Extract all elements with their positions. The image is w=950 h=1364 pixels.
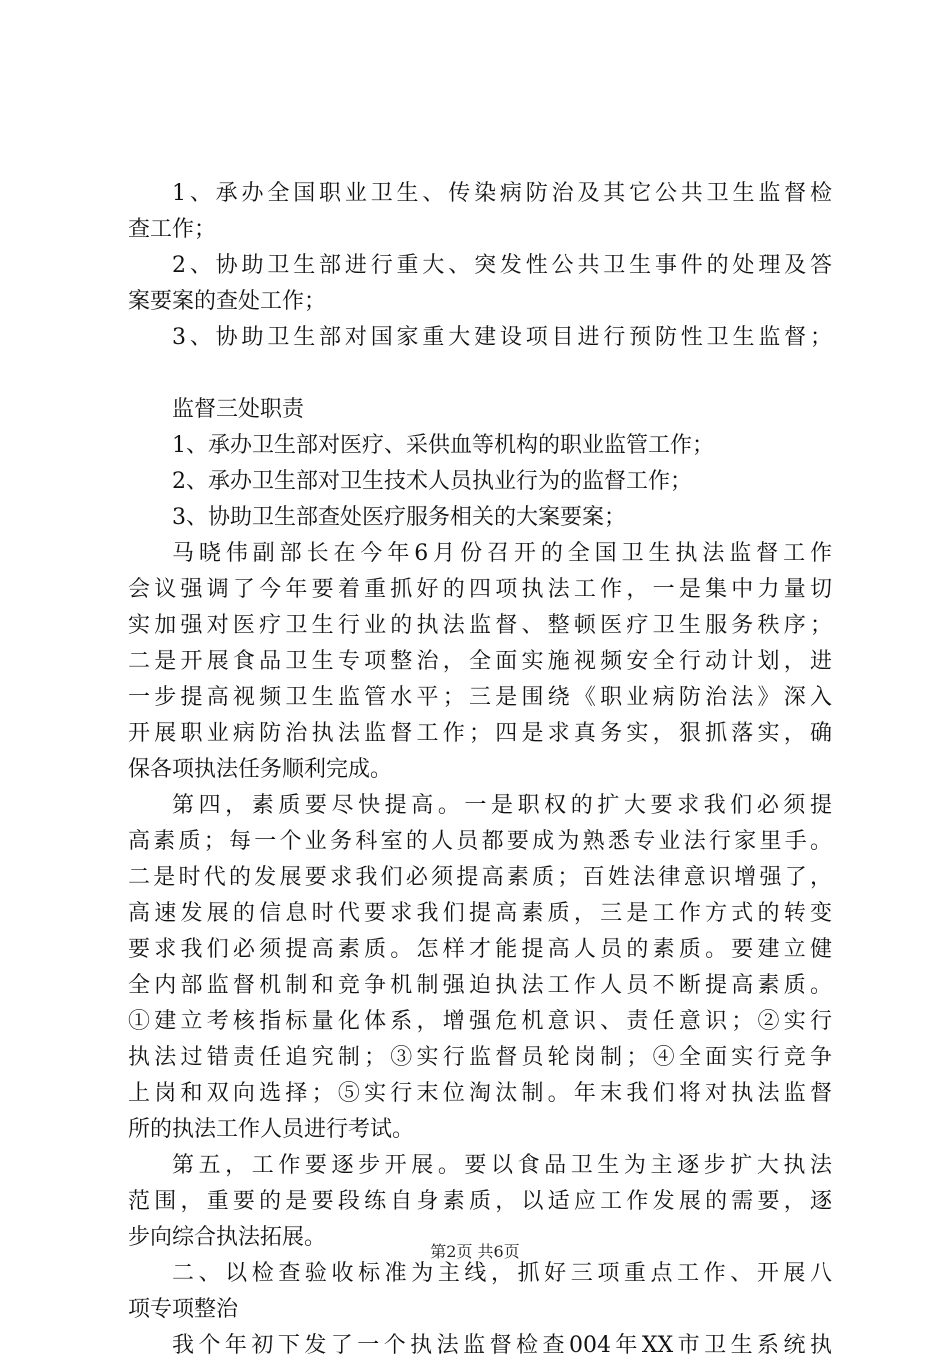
text-line: 所的执法工作人员进行考试。 [128, 1117, 415, 1142]
text-line: 第五，工作要逐步开展。要以食品卫生为主逐步扩大执法 [172, 1153, 832, 1178]
text-line: 3、协助卫生部对国家重大建设项目进行预防性卫生监督； [172, 325, 832, 350]
blank-line [128, 356, 832, 392]
text-line: 步向综合执法拓展。 [128, 1225, 327, 1250]
text-line: 会议强调了今年要着重抓好的四项执法工作，一是集中力量切 [128, 577, 832, 602]
document-body [128, 176, 832, 1364]
text-line: 我个年初下发了一个执法监督检查004年XX市卫生系统执 [172, 1333, 832, 1358]
text-line: 查工作； [128, 217, 217, 242]
text-line: 高速发展的信息时代要求我们提高素质，三是工作方式的转变 [128, 901, 832, 926]
text-line: 保各项执法任务顺利完成。 [128, 757, 393, 782]
text-line: 二是开展食品卫生专项整治，全面实施视频安全行动计划，进 [128, 649, 832, 674]
text-line: 2、协助卫生部进行重大、突发性公共卫生事件的处理及答 [172, 253, 832, 278]
text-line: 1、承办卫生部对医疗、采供血等机构的职业监管工作； [172, 433, 714, 458]
text-line: 马晓伟副部长在今年6月份召开的全国卫生执法监督工作 [172, 541, 832, 566]
text-line: 执法过错责任追究制；③实行监督员轮岗制；④全面实行竞争 [128, 1045, 832, 1070]
text-line: 实加强对医疗卫生行业的执法监督、整顿医疗卫生服务秩序； [128, 613, 832, 638]
text-line: 3、协助卫生部查处医疗服务相关的大案要案； [172, 505, 626, 530]
text-line: 2、承办卫生部对卫生技术人员执业行为的监督工作； [172, 469, 692, 494]
text-line: 范围，重要的是要段练自身素质，以适应工作发展的需要，逐 [128, 1189, 832, 1214]
text-line: 高素质；每一个业务科室的人员都要成为熟悉专业法行家里手。 [128, 829, 832, 854]
text-line: 第四，素质要尽快提高。一是职权的扩大要求我们必须提 [172, 793, 832, 818]
text-line: 二、以检查验收标准为主线，抓好三项重点工作、开展八 [172, 1261, 832, 1286]
text-line: 一步提高视频卫生监管水平；三是围绕《职业病防治法》深入 [128, 685, 832, 710]
text-line: 二是时代的发展要求我们必须提高素质；百姓法律意识增强了， [128, 865, 832, 890]
text-line: ①建立考核指标量化体系，增强危机意识、责任意识；②实行 [128, 1009, 832, 1034]
text-line: 要求我们必须提高素质。怎样才能提高人员的素质。要建立健 [128, 937, 832, 962]
page-footer: 第2页 共6页 [430, 1242, 520, 1261]
text-line: 1、承办全国职业卫生、传染病防治及其它公共卫生监督检 [172, 181, 832, 206]
text-line: 开展职业病防治执法监督工作；四是求真务实，狠抓落实，确 [128, 721, 832, 746]
text-line: 项专项整治 [128, 1297, 239, 1322]
text-line: 监督三处职责 [172, 397, 305, 422]
text-line: 案要案的查处工作； [128, 289, 327, 314]
text-line: 全内部监督机制和竞争机制强迫执法工作人员不断提高素质。 [128, 973, 832, 998]
text-line: 上岗和双向选择；⑤实行末位淘汰制。年末我们将对执法监督 [128, 1081, 832, 1106]
